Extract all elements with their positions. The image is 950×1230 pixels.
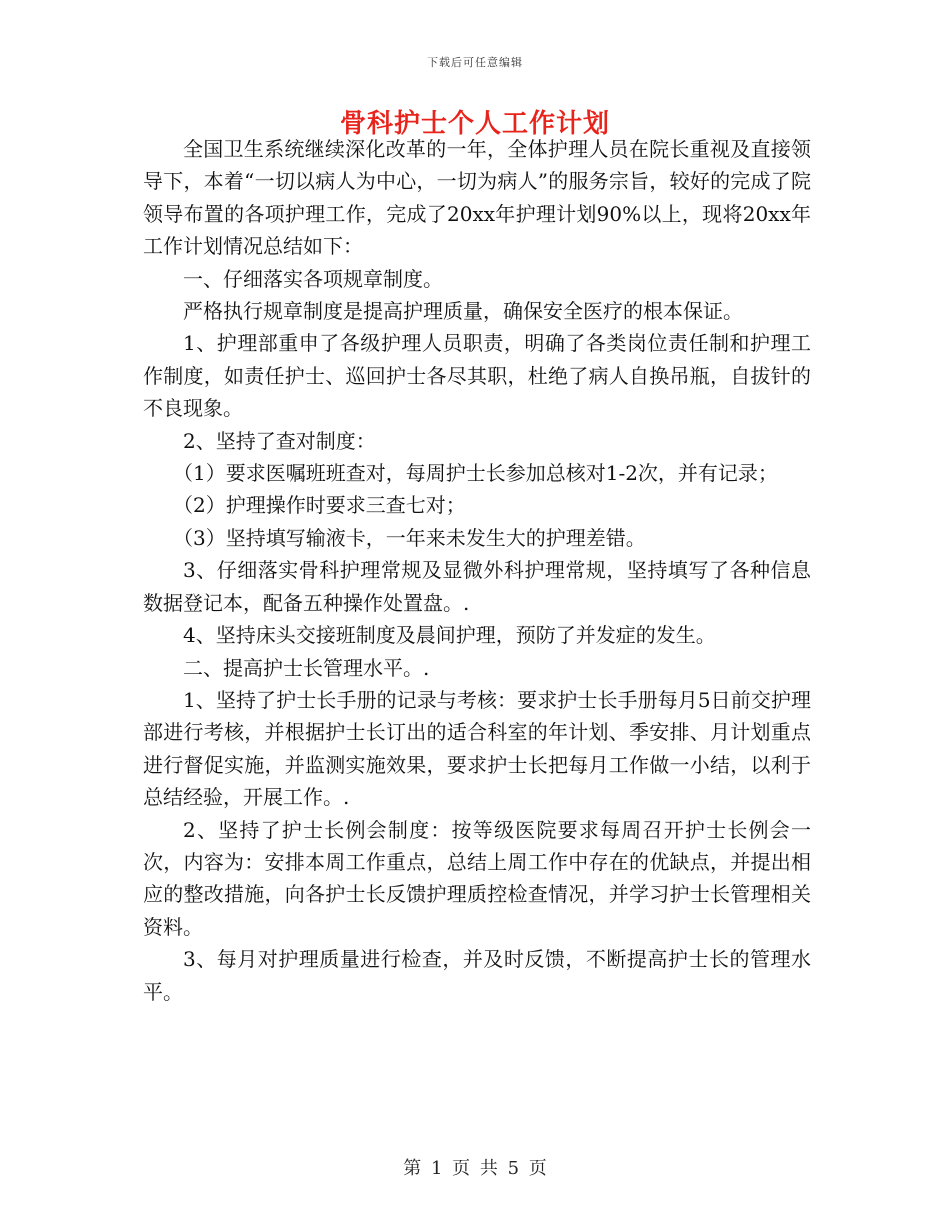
paragraph-sub-item: （3）坚持填写输液卡，一年来未发生大的护理差错。 bbox=[173, 525, 646, 550]
paragraph-sub-item: （2）护理操作时要求三查七对； bbox=[173, 493, 466, 518]
paragraph: 1、坚持了护士长手册的记录与考核：要求护士长手册每月5日前交护理部进行考核，并根据护士长订出的适合科室的年计划、季安排、月计划重点进行督促实施，并监测实施效果，要求护士长把每月工作做一小结，以利于总结经验，开展工作。. bbox=[143, 687, 811, 810]
paragraph: 2、坚持了查对制度： bbox=[183, 428, 376, 453]
paragraph-sub-item: （1）要求医嘱班班查对，每周护士长参加总核对1-2次，并有记录； bbox=[173, 461, 778, 486]
page-number-footer: 第 1 页 共 5 页 bbox=[403, 1158, 547, 1179]
document-body bbox=[143, 133, 811, 1008]
paragraph-intro: 全国卫生系统继续深化改革的一年，全体护理人员在院长重视及直接领导下，本着“一切以病人为中心，一切为病人”的服务宗旨，较好的完成了院领导布置的各项护理工作，完成了20xx年护理计划90%以上，现将20xx年工作计划情况总结如下： bbox=[143, 137, 811, 259]
paragraph: 1、护理部重申了各级护理人员职责，明确了各类岗位责任制和护理工作制度，如责任护士、巡回护士各尽其职，杜绝了病人自换吊瓶，自拔针的不良现象。 bbox=[143, 331, 811, 421]
paragraph: 2、坚持了护士长例会制度：按等级医院要求每周召开护士长例会一次，内容为：安排本周工作重点，总结上周工作中存在的优缺点，并提出相应的整改措施，向各护士长反馈护理质控检查情况，并学习护士长管理相关资料。 bbox=[143, 817, 811, 939]
page-header-note: 下载后可任意编辑 bbox=[427, 56, 523, 69]
paragraph: 4、坚持床头交接班制度及晨间护理，预防了并发症的发生。 bbox=[183, 623, 716, 648]
paragraph: 3、每月对护理质量进行检查，并及时反馈，不断提高护士长的管理水平。 bbox=[143, 947, 811, 1004]
paragraph: 严格执行规章制度是提高护理质量，确保安全医疗的根本保证。 bbox=[183, 299, 743, 324]
section-heading-2: 二、提高护士长管理水平。. bbox=[183, 655, 430, 680]
document-title: 骨科护士个人工作计划 bbox=[339, 109, 610, 139]
section-heading-1: 一、仔细落实各项规章制度。 bbox=[183, 266, 443, 291]
paragraph: 3、仔细落实骨科护理常规及显微外科护理常规，坚持填写了各种信息数据登记本，配备五种操作处置盘。. bbox=[143, 558, 811, 615]
